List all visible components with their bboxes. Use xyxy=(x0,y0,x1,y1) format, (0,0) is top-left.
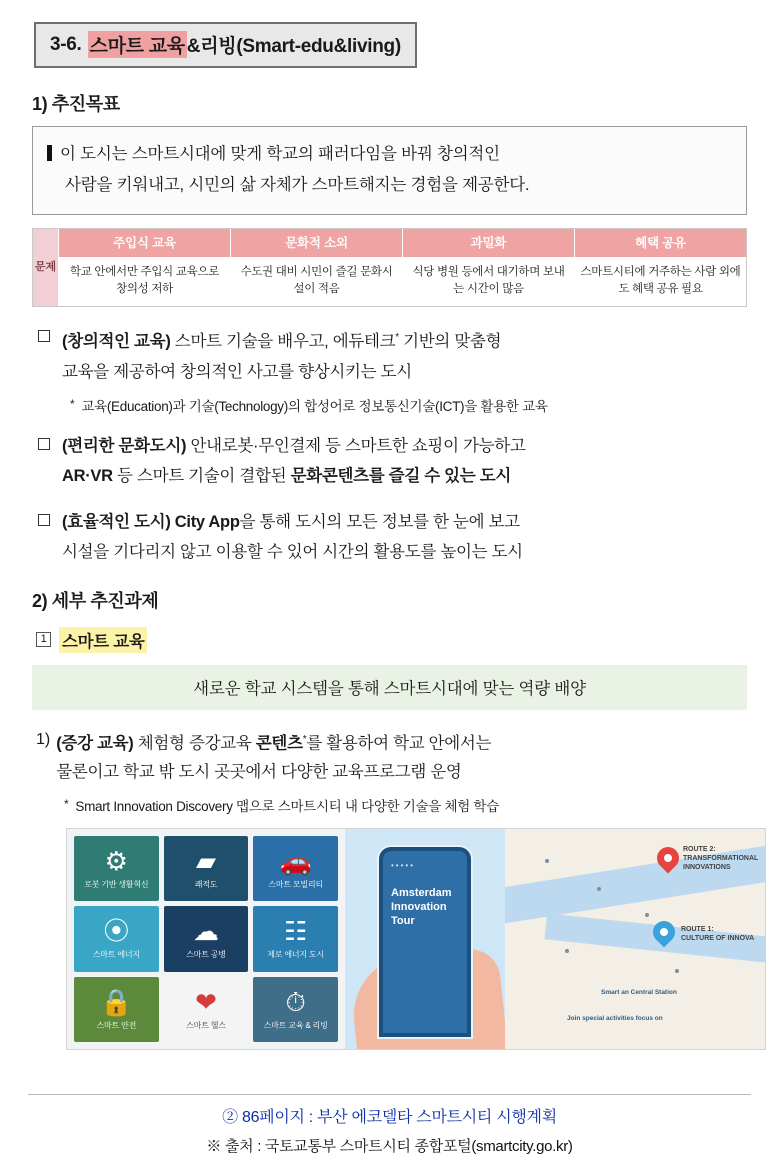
checklist-item-text xyxy=(62,431,526,491)
problem-table-side-label: 문제 xyxy=(33,229,59,306)
task-banner: 새로운 학교 시스템을 통해 스마트시대에 맞는 역량 배양 xyxy=(32,665,747,710)
map-route2-title: ROUTE 2: xyxy=(683,846,716,853)
map-label-b: Join special activities focus on xyxy=(567,1015,663,1022)
checkbox-square-icon xyxy=(38,514,50,526)
footnote-star-icon: * xyxy=(70,396,75,411)
problem-column xyxy=(231,229,403,306)
lock-icon: 🔒 xyxy=(100,986,133,1017)
figure-tile xyxy=(164,836,249,901)
water-drop-icon: ⦿ xyxy=(103,916,130,947)
checklist-item-line2: 시설을 기다리지 않고 이용할 수 있어 시간의 활용도를 높이는 도시 xyxy=(62,542,523,561)
figure-tile-caption: 제로 에너지 도시 xyxy=(267,950,325,960)
task-list-mid: 체험형 증강교육 xyxy=(133,734,256,752)
task-list-number: 1) xyxy=(36,730,51,748)
checkbox-square-icon xyxy=(38,330,50,342)
footnote-star-icon: * xyxy=(64,797,69,811)
page-title-bar xyxy=(34,22,417,68)
map-route1-sub: CULTURE OF INNOVA xyxy=(681,935,755,942)
map-dot xyxy=(545,859,549,863)
checklist-item-bold-3: 문화콘텐츠를 즐길 수 있는 도시 xyxy=(290,466,512,485)
task-list-bold-2: 콘텐츠 xyxy=(255,734,303,752)
problem-column xyxy=(59,229,231,306)
footnote xyxy=(70,395,747,415)
phone-mockup xyxy=(379,847,471,1037)
problem-column-body: 식당 병원 등에서 대기하며 보내는 시간이 많음 xyxy=(403,256,574,306)
figure-tile xyxy=(164,977,249,1042)
checklist-item-rest: 을 통해 도시의 모든 정보를 한 눈에 보고 xyxy=(239,512,520,531)
map-route1-title: ROUTE 1: xyxy=(681,926,714,933)
problem-column-body: 스마트시티에 거주하는 사람 외에도 혜택 공유 필요 xyxy=(575,256,746,306)
checklist-item xyxy=(38,507,747,567)
task-number-box: 1 xyxy=(36,632,51,647)
figure-tile-caption: 쾌적도 xyxy=(194,880,218,890)
problem-column-header: 문화적 소외 xyxy=(231,229,402,256)
task-list-item xyxy=(36,725,747,788)
task-title: 스마트 교육 xyxy=(59,627,147,653)
figure-tile-caption: 스마트 모빌리티 xyxy=(268,880,324,890)
figure-tile-caption: 스마트 헬스 xyxy=(186,1020,226,1030)
phone-status-dots: ••••• xyxy=(391,861,416,870)
footnote-text: Smart Innovation Discovery 맵으로 스마트시티 내 다양한 기술을 체험 학습 xyxy=(75,799,499,814)
figure-icon-grid xyxy=(67,829,345,1049)
figure-caption: ② 86페이지 : 부산 에코델타 스마트시티 시행계획 xyxy=(222,1109,557,1126)
figure-tile-caption: 스마트 안전 xyxy=(96,1020,137,1030)
figure-tile xyxy=(253,977,338,1042)
goal-line-1 xyxy=(47,139,730,170)
figure-tile xyxy=(74,836,159,901)
checklist-item-bold: (효율적인 도시) City App xyxy=(62,512,240,531)
task-heading xyxy=(36,627,747,653)
city-icon: ▰ xyxy=(195,846,216,877)
footnote-text: 교육(Education)과 기술(Technology)의 합성어로 정보통신기술(ICT)을 활용한 교육 xyxy=(81,398,548,414)
figure-smart-city-illustration xyxy=(66,828,766,1050)
checklist-item xyxy=(38,323,747,387)
map-label-a: Smart an Central Station xyxy=(601,989,677,996)
page-title-highlight: 스마트 교육 xyxy=(88,31,187,58)
figure-tile xyxy=(74,906,159,971)
problem-column-body: 수도권 대비 시민이 즐길 문화시설이 적음 xyxy=(231,256,402,306)
checklist-item-tail: 기반의 맞춤형 xyxy=(398,332,502,351)
figure-tile-caption: 스마트 공병 xyxy=(186,950,226,960)
robot-icon: ⚙ xyxy=(104,846,128,877)
checklist-item-bold: (편리한 문화도시) xyxy=(62,436,187,455)
figure-tile xyxy=(74,977,159,1042)
map-route2-sub: TRANSFORMATIONAL INNOVATIONS xyxy=(683,855,759,871)
checklist-item-line2: 교육을 제공하여 창의적인 사고를 향상시키는 도시 xyxy=(62,362,412,381)
problem-column-header: 혜택 공유 xyxy=(575,229,746,256)
figure-tile-caption: 스마트 에너지 xyxy=(92,950,140,960)
figure-map-panel xyxy=(505,829,765,1049)
checklist-item-bold-2: AR·VR xyxy=(62,466,113,485)
checklist-item-rest: 스마트 기술을 배우고, 에듀테크 xyxy=(170,332,396,351)
footnote xyxy=(64,795,747,815)
figure-footer xyxy=(28,1094,751,1156)
figure-tile-caption: 스마트 교육 & 리빙 xyxy=(263,1020,328,1030)
problem-table xyxy=(32,228,747,307)
hand-building-icon: ☷ xyxy=(284,916,308,947)
cloud-network-icon: ☁ xyxy=(192,916,219,947)
figure-tile-caption: 로봇 기반 생활혁신 xyxy=(84,880,149,890)
checklist-item-rest: 안내로봇·무인결제 등 스마트한 쇼핑이 가능하고 xyxy=(186,436,526,455)
map-dot xyxy=(675,969,679,973)
task-list-line2: 물론이고 학교 밖 도시 곳곳에서 다양한 교육프로그램 운영 xyxy=(56,763,462,781)
task-list-text xyxy=(56,725,491,788)
problem-column-header: 주입식 교육 xyxy=(59,229,230,256)
checklist-item-text xyxy=(62,507,523,567)
figure-phone-panel xyxy=(345,829,505,1049)
figure-tile xyxy=(253,906,338,971)
goal-bar-icon xyxy=(47,145,52,161)
footnote-marker: * xyxy=(302,733,307,745)
checklist-item xyxy=(38,431,747,491)
map-route1-label xyxy=(681,925,759,943)
page-title-number: 3-6. xyxy=(50,33,82,55)
task-list-bold: (증강 교육) xyxy=(56,734,134,752)
figure-source-note: ※ 출처 : 국토교통부 스마트시티 종합포털(smartcity.go.kr) xyxy=(206,1138,573,1155)
problem-column xyxy=(575,229,746,306)
goal-text-1: 이 도시는 스마트시대에 맞게 학교의 패러다임을 바꿔 창의적인 xyxy=(60,145,500,163)
checklist-item-mid: 등 스마트 기술이 결합된 xyxy=(112,466,291,485)
checkbox-square-icon xyxy=(38,438,50,450)
problem-column-body: 학교 안에서만 주입식 교육으로 창의성 저하 xyxy=(59,256,230,306)
checklist-item-text xyxy=(62,323,501,387)
footnote-marker: * xyxy=(395,332,399,343)
goal-box xyxy=(32,126,747,215)
problem-column xyxy=(403,229,575,306)
map-dot xyxy=(597,887,601,891)
clock-icon: ⏱ xyxy=(285,986,306,1017)
figure-tile xyxy=(253,836,338,901)
car-icon: 🚗 xyxy=(279,846,312,877)
section-heading-detail: 2) 세부 추진과제 xyxy=(32,590,159,611)
problem-column-header: 과밀화 xyxy=(403,229,574,256)
heartbeat-icon: ❤ xyxy=(195,986,217,1017)
map-dot xyxy=(565,949,569,953)
checklist-item-bold: (창의적인 교육) xyxy=(62,332,171,351)
page-title-rest: &리빙(Smart-edu&living) xyxy=(186,36,401,57)
section-heading-goal: 1) 추진목표 xyxy=(32,94,120,114)
map-dot xyxy=(645,913,649,917)
task-list-tail: 를 활용하여 학교 안에서는 xyxy=(306,734,492,752)
goal-line-2: 사람을 키워내고, 시민의 삶 자체가 스마트해지는 경험을 제공한다. xyxy=(65,176,530,194)
map-route2-label xyxy=(683,845,761,872)
figure-tile xyxy=(164,906,249,971)
phone-app-title: Amsterdam Innovation Tour xyxy=(391,887,452,927)
